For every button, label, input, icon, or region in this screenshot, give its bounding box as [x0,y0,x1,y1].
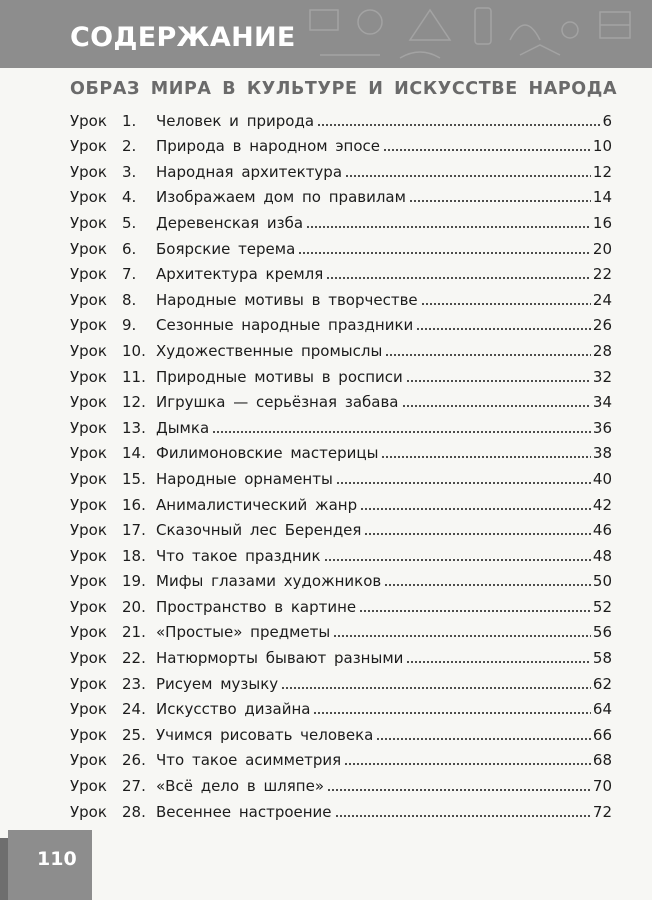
lesson-page: 40 [592,469,612,488]
lesson-page: 56 [592,623,612,642]
lesson-number: 24. [122,700,146,719]
lesson-title: Что такое праздник [156,546,321,565]
lesson-title: Природа в народном эпосе [156,137,381,156]
lesson-page: 28 [592,341,612,360]
lesson-page: 46 [592,521,612,540]
lesson-label: Урок [70,546,107,565]
lesson-title: Боярские терема [156,239,296,258]
lesson-label: Урок [70,265,107,284]
lesson-number: 18. [122,546,146,565]
lesson-label: Урок [70,290,107,309]
lesson-number: 1. [122,111,137,130]
lesson-page: 26 [592,316,612,335]
lesson-page: 10 [592,137,612,156]
toc-row [70,462,612,488]
lesson-label: Урок [70,751,107,770]
lesson-number: 26. [122,751,146,770]
lesson-number: 14. [122,444,146,463]
lesson-title: Дымка [156,418,210,437]
lesson-label: Урок [70,213,107,232]
lesson-title: Народные орнаменты [156,469,333,488]
lesson-title: Народная архитектура [156,162,343,181]
toc-row [70,130,612,156]
lesson-label: Урок [70,597,107,616]
decorative-doodles-icon [300,0,652,68]
toc-row [70,769,612,795]
lesson-label: Урок [70,341,107,360]
lesson-page: 6 [602,111,612,130]
lesson-number: 20. [122,597,146,616]
dot-leader [333,635,591,637]
toc-row [70,693,612,719]
toc-row [70,795,612,821]
lesson-label: Урок [70,495,107,514]
lesson-page: 24 [592,290,612,309]
lesson-number: 2. [122,137,137,156]
dot-leader [344,763,591,765]
lesson-title: Анималистический жанр [156,495,358,514]
lesson-label: Урок [70,162,107,181]
toc-row [70,641,612,667]
lesson-title: Сезонные народные праздники [156,316,414,335]
lesson-number: 10. [122,341,146,360]
lesson-page: 50 [592,572,612,591]
lesson-label: Урок [70,572,107,591]
lesson-title: Художественные промыслы [156,341,383,360]
lesson-number: 16. [122,495,146,514]
dot-leader [324,559,591,561]
toc-row [70,283,612,309]
lesson-number: 21. [122,623,146,642]
lesson-number: 13. [122,418,146,437]
dot-leader [336,482,591,484]
lesson-label: Урок [70,700,107,719]
lesson-number: 6. [122,239,137,258]
lesson-page: 38 [592,444,612,463]
lesson-label: Урок [70,521,107,540]
toc-row [70,360,612,386]
dot-leader [359,610,591,612]
toc-row [70,488,612,514]
toc-row [70,744,612,770]
lesson-title: Искусство дизайна [156,700,311,719]
dot-leader [381,456,590,458]
lesson-number: 12. [122,393,146,412]
dot-leader [212,431,591,433]
lesson-number: 7. [122,265,137,284]
lesson-title: Что такое асимметрия [156,751,342,770]
lesson-page: 34 [592,393,612,412]
dot-leader [421,303,591,305]
lesson-number: 17. [122,521,146,540]
dot-leader [383,149,591,151]
toc-row [70,309,612,335]
lesson-number: 25. [122,725,146,744]
dot-leader [313,712,590,714]
lesson-title: Человек и природа [156,111,315,130]
lesson-label: Урок [70,623,107,642]
lesson-label: Урок [70,111,107,130]
lesson-number: 5. [122,213,137,232]
toc-row [70,258,612,284]
lesson-label: Урок [70,777,107,796]
lesson-title: Пространство в картине [156,597,357,616]
table-of-contents [70,104,612,821]
lesson-label: Урок [70,725,107,744]
dot-leader [317,124,600,126]
toc-row [70,411,612,437]
dot-leader [335,815,591,817]
lesson-number: 9. [122,316,137,335]
page-title: СОДЕРЖАНИЕ [70,22,296,53]
lesson-title: Мифы глазами художников [156,572,382,591]
dot-leader [406,380,591,382]
lesson-title: Деревенская изба [156,213,304,232]
lesson-page: 14 [592,188,612,207]
lesson-page: 16 [592,213,612,232]
lesson-page: 72 [592,802,612,821]
lesson-label: Урок [70,674,107,693]
lesson-number: 22. [122,649,146,668]
lesson-title: Народные мотивы в творчестве [156,290,418,309]
lesson-number: 28. [122,802,146,821]
lesson-page: 42 [592,495,612,514]
toc-row [70,386,612,412]
lesson-title: Натюрморты бывают разными [156,649,404,668]
section-title: ОБРАЗ МИРА В КУЛЬТУРЕ И ИСКУССТВЕ НАРОДА [70,79,618,99]
lesson-label: Урок [70,137,107,156]
toc-row [70,437,612,463]
lesson-label: Урок [70,649,107,668]
lesson-page: 52 [592,597,612,616]
lesson-label: Урок [70,367,107,386]
lesson-page: 58 [592,649,612,668]
toc-row [70,181,612,207]
toc-row [70,206,612,232]
dot-leader [326,277,591,279]
toc-row [70,565,612,591]
dot-leader [376,738,591,740]
toc-row [70,539,612,565]
toc-row [70,334,612,360]
toc-row [70,590,612,616]
lesson-page: 48 [592,546,612,565]
dot-leader [385,354,591,356]
dot-leader [402,405,591,407]
lesson-label: Урок [70,444,107,463]
dot-leader [384,584,591,586]
toc-row [70,616,612,642]
header-band [0,0,652,68]
lesson-label: Урок [70,802,107,821]
lesson-number: 19. [122,572,146,591]
lesson-label: Урок [70,418,107,437]
dot-leader [409,200,591,202]
lesson-number: 8. [122,290,137,309]
dot-leader [306,226,591,228]
lesson-page: 70 [592,777,612,796]
lesson-page: 20 [592,239,612,258]
dot-leader [298,252,591,254]
dot-leader [360,508,591,510]
lesson-number: 11. [122,367,146,386]
page-number: 110 [37,848,77,870]
lesson-title: Сказочный лес Берендея [156,521,362,540]
lesson-label: Урок [70,188,107,207]
lesson-number: 3. [122,162,137,181]
lesson-page: 36 [592,418,612,437]
lesson-page: 66 [592,725,612,744]
toc-row [70,718,612,744]
lesson-page: 64 [592,700,612,719]
lesson-title: Игрушка — серьёзная забава [156,393,399,412]
lesson-label: Урок [70,393,107,412]
dot-leader [416,328,591,330]
dot-leader [345,175,591,177]
lesson-label: Урок [70,469,107,488]
lesson-page: 68 [592,751,612,770]
dot-leader [281,687,591,689]
dot-leader [327,789,591,791]
dot-leader [364,533,590,535]
toc-row [70,104,612,130]
lesson-title: Учимся рисовать человека [156,725,374,744]
lesson-number: 15. [122,469,146,488]
lesson-page: 32 [592,367,612,386]
toc-row [70,514,612,540]
lesson-page: 22 [592,265,612,284]
toc-row [70,155,612,181]
lesson-label: Урок [70,316,107,335]
toc-row [70,232,612,258]
toc-row [70,667,612,693]
lesson-page: 62 [592,674,612,693]
lesson-title: Рисуем музыку [156,674,279,693]
lesson-title: Архитектура кремля [156,265,324,284]
lesson-number: 4. [122,188,137,207]
lesson-title: «Всё дело в шляпе» [156,777,325,796]
dot-leader [406,661,591,663]
lesson-number: 23. [122,674,146,693]
lesson-title: «Простые» предметы [156,623,331,642]
lesson-title: Изображаем дом по правилам [156,188,406,207]
lesson-title: Природные мотивы в росписи [156,367,403,386]
lesson-page: 12 [592,162,612,181]
lesson-label: Урок [70,239,107,258]
lesson-title: Весеннее настроение [156,802,332,821]
lesson-title: Филимоновские мастерицы [156,444,379,463]
lesson-number: 27. [122,777,146,796]
